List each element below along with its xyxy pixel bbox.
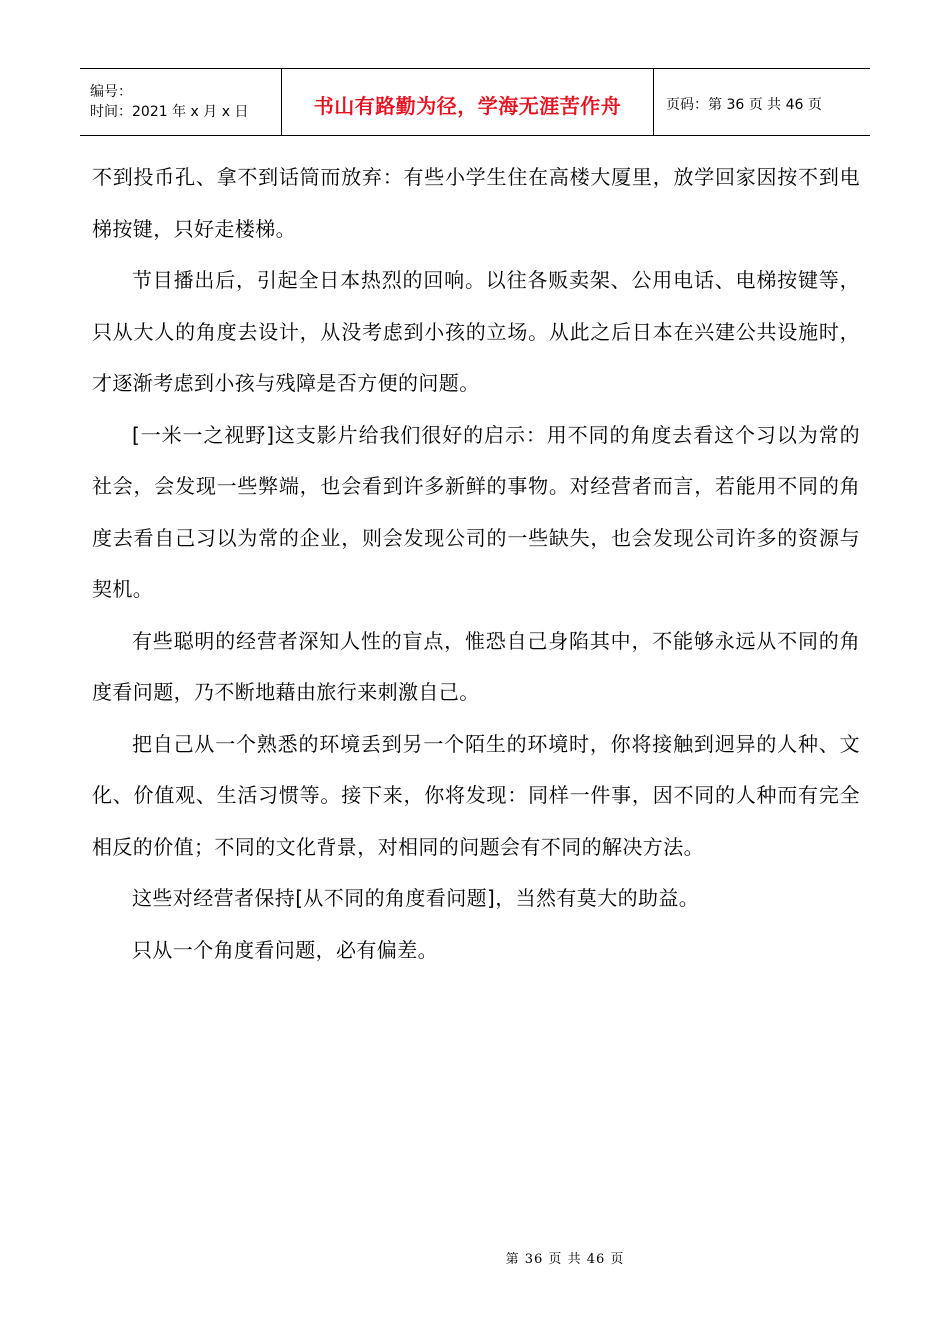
paragraph: [一米一之视野]这支影片给我们很好的启示：用不同的角度去看这个习以为常的社会，会发现一些弊端，也会看到许多新鲜的事物。对经营者而言，若能用不同的角度去看自己习以为常的企业，则会发现公司的一些缺失，也会发现公司许多的资源与契机。 xyxy=(92,422,860,601)
date-label: 时间：2021 年 x 月 x 日 xyxy=(90,104,249,120)
motto-text: 书山有路勤为径，学海无涯苦作舟 xyxy=(313,93,622,118)
number-label: 编号： xyxy=(90,84,132,100)
page-info: 页码：第 36 页 共 46 页 xyxy=(666,97,822,113)
paragraph: 只从一个角度看问题，必有偏差。 xyxy=(132,937,438,962)
header-motto-cell xyxy=(282,69,654,135)
document-body xyxy=(92,152,860,976)
paragraph: 有些聪明的经营者深知人性的盲点，惟恐自己身陷其中，不能够永远从不同的角度看问题，乃不断地藉由旅行来刺激自己。 xyxy=(92,628,860,704)
header-page-cell xyxy=(654,69,870,135)
page-footer: 第 36 页 共 46 页 xyxy=(505,1252,625,1267)
paragraph: 把自己从一个熟悉的环境丢到另一个陌生的环境时，你将接触到迥异的人种、文化、价值观、生活习惯等。接下来，你将发现：同样一件事，因不同的人种而有完全相反的价值；不同的文化背景，对相同的问题会有不同的解决方法。 xyxy=(92,731,860,859)
paragraph: 不到投币孔、拿不到话筒而放弃：有些小学生住在高楼大厦里，放学回家因按不到电梯按键，只好走楼梯。 xyxy=(92,165,860,241)
paragraph: 这些对经营者保持[从不同的角度看问题]，当然有莫大的助益。 xyxy=(132,886,700,910)
document-header xyxy=(80,68,870,136)
header-meta-cell xyxy=(80,69,282,135)
paragraph: 节目播出后，引起全日本热烈的回响。以往各贩卖架、公用电话、电梯按键等，只从大人的角度去设计，从没考虑到小孩的立场。从此之后日本在兴建公共设施时，才逐渐考虑到小孩与残障是否方便的问题。 xyxy=(92,268,860,395)
